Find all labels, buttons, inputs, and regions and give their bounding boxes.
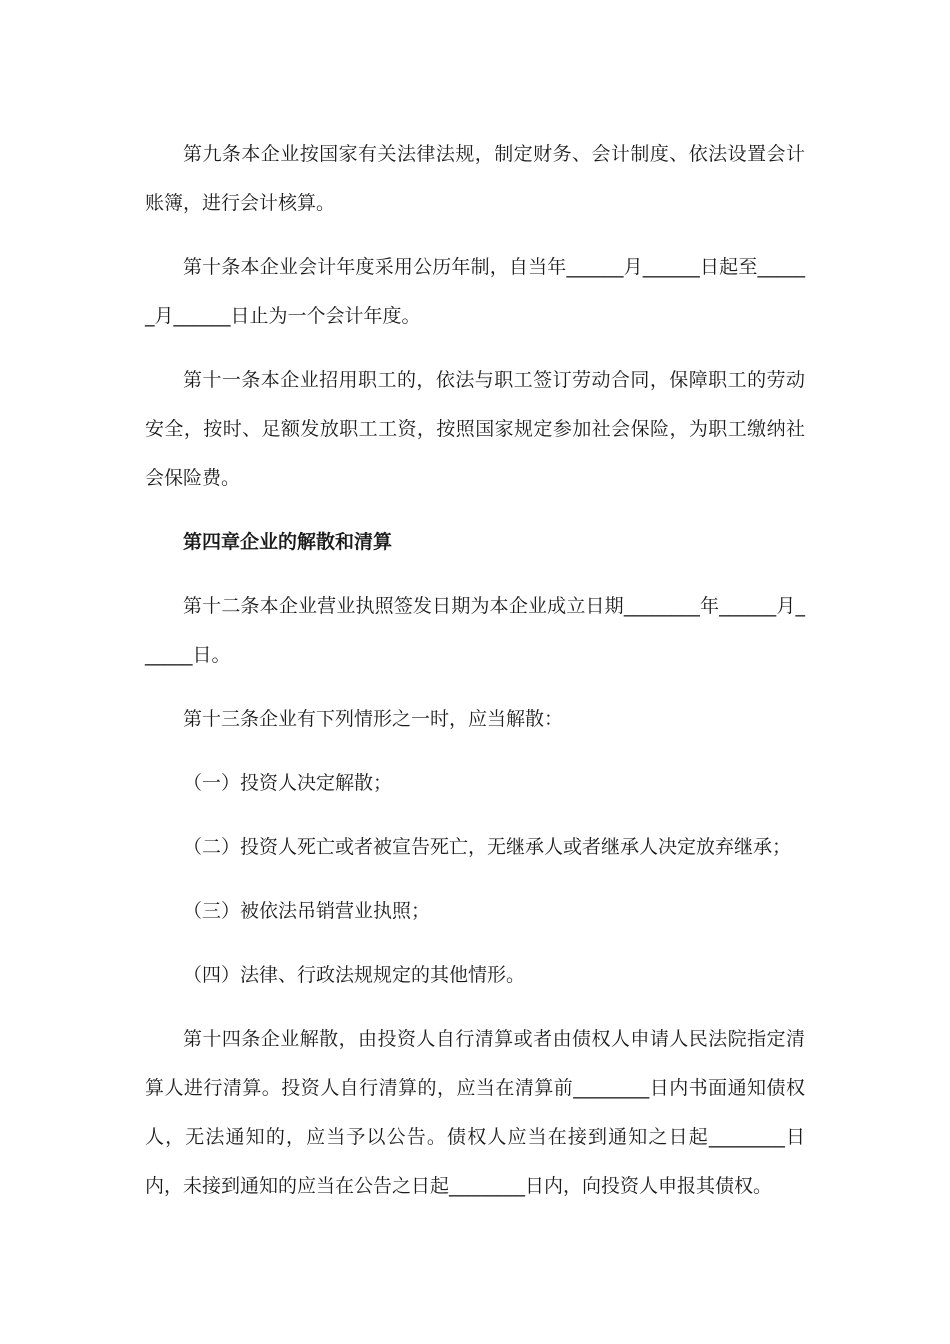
article-14: 第十四条企业解散，由投资人自行清算或者由债权人申请人民法院指定清算人进行清算。投资人自行清算的，应当在清算前________日内书面通知债权人，无法通知的，应当予以公告。债权人应当在接到通知之日起________日内，未接到通知的应当在公告之日起________日内，向投资人申报其债权。 [145,1028,805,1197]
article-13-item-1: （一）投资人决定解散； [183,772,393,794]
article-12: 第十二条本企业营业执照签发日期为本企业成立日期________年______月______日。 [145,595,805,666]
chapter-4-heading: 第四章企业的解散和清算 [183,531,393,553]
article-13-item-3: （三）被依法吊销营业执照； [183,900,431,922]
article-9: 第九条本企业按国家有关法律法规，制定财务、会计制度、依法设置会计账簿，进行会计核算。 [145,143,805,214]
article-10: 第十条本企业会计年度采用公历年制，自当年______月______日起至______月______日止为一个会计年度。 [145,256,805,327]
document-body [145,130,805,1226]
article-13-item-4: （四）法律、行政法规规定的其他情形。 [183,964,526,986]
article-11: 第十一条本企业招用职工的，依法与职工签订劳动合同，保障职工的劳动安全，按时、足额发放职工工资，按照国家规定参加社会保险，为职工缴纳社会保险费。 [145,369,805,489]
article-13: 第十三条企业有下列情形之一时，应当解散： [183,708,564,730]
article-13-item-2: （二）投资人死亡或者被宣告死亡，无继承人或者继承人决定放弃继承； [183,836,792,858]
